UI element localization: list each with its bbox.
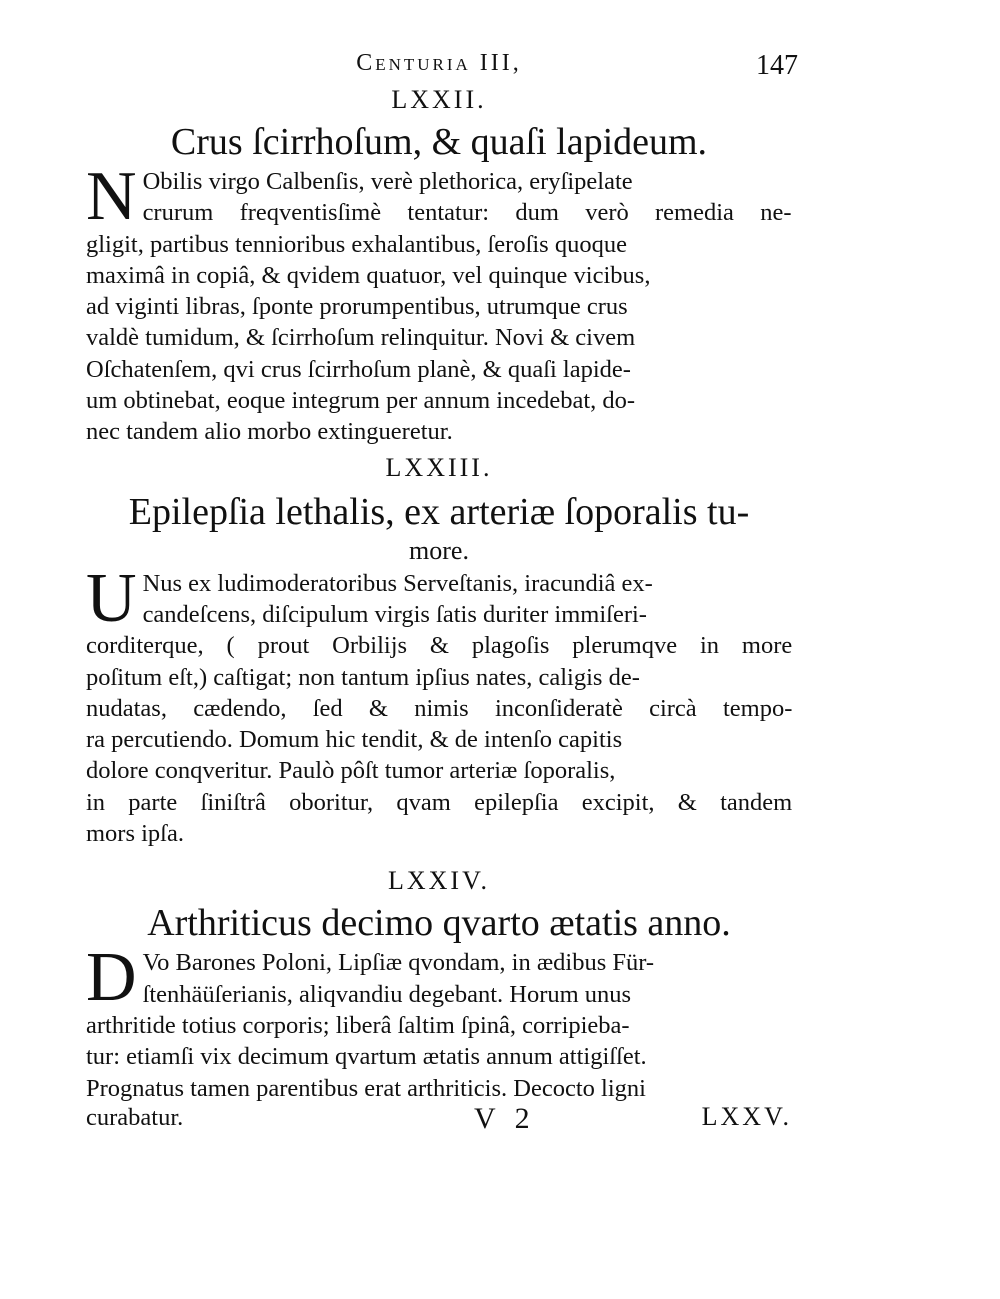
section-title: Epilepſia lethalis, ex arteriæ ſoporalis tu- bbox=[128, 490, 750, 533]
section-title: Arthriticus decimo qvarto ætatis anno. bbox=[147, 902, 731, 945]
text-line: corditerque, ( prout Orbilijs & plagoſis plerumqve in more bbox=[86, 632, 793, 660]
text-line: crurum freqventisſimè tentatur: dum verò remedia ne- bbox=[142, 199, 792, 227]
page-number: 147 bbox=[756, 50, 798, 81]
text-line: nudatas, cædendo, ſed & nimis inconſideratè circà tempo- bbox=[86, 694, 793, 722]
page-footer bbox=[86, 1101, 792, 1138]
text-line: valdè tumidum, & ſcirrhoſum relinquitur. Novi & civem bbox=[86, 324, 636, 352]
text-line: ad viginti libras, ſponte prorumpentibus, utrumque crus bbox=[86, 293, 628, 321]
drop-cap: N bbox=[86, 158, 137, 235]
text-line: candeſcens, diſcipulum virgis ſatis duriter immiſeri- bbox=[142, 600, 647, 628]
drop-cap: D bbox=[86, 939, 137, 1017]
text-line: poſitum eſt,) caſtigat; non tantum ipſius nates, caligis de- bbox=[86, 663, 640, 691]
catchword: LXXV. bbox=[701, 1101, 792, 1131]
book-page bbox=[86, 44, 798, 1204]
text-line: dolore conqveritur. Paulò pôſt tumor arteriæ ſoporalis, bbox=[86, 757, 616, 785]
text-line: Prognatus tamen parentibus erat arthriticis. Decocto ligni bbox=[86, 1074, 646, 1102]
text-line: maximâ in copiâ, & qvidem quatuor, vel quinque vicibus, bbox=[86, 261, 651, 289]
text-line: arthritide totius corporis; liberâ ſaltim ſpinâ, corripieba- bbox=[86, 1011, 630, 1039]
section-number: LXXIV. bbox=[387, 866, 491, 896]
text-line: ra percutiendo. Domum hic tendit, & de intenſo capitis bbox=[86, 726, 623, 754]
section-title: Crus ſcirrhoſum, & quaſi lapideum. bbox=[170, 121, 708, 163]
final-line-word: curabatur. bbox=[86, 1103, 184, 1131]
section-lxxiv bbox=[86, 865, 792, 1103]
section-text bbox=[86, 939, 792, 1103]
text-line: mors ipſa. bbox=[86, 820, 184, 848]
text-line: in parte ſiniſtrâ oboritur, qvam epilepſia excipit, & tandem bbox=[86, 788, 793, 816]
section-number: LXXII. bbox=[391, 85, 487, 114]
section-title-continuation: more. bbox=[409, 535, 469, 565]
text-line: tur: etiamſi vix decimum qvartum ætatis annum attigiſſet. bbox=[86, 1043, 647, 1071]
running-title: Centuria III, bbox=[356, 50, 522, 76]
text-line: Vo Barones Poloni, Lipſiæ qvondam, in ædibus Für- bbox=[142, 949, 655, 977]
text-line: ſtenhäüſerianis, aliqvandiu degebant. Horum unus bbox=[142, 980, 632, 1008]
text-line: nec tandem alio morbo extingueretur. bbox=[86, 418, 453, 446]
drop-cap: U bbox=[86, 559, 137, 637]
text-line: gligit, partibus tennioribus exhalantibus, ſeroſis quoque bbox=[86, 230, 627, 258]
signature-mark: V 2 bbox=[474, 1101, 536, 1135]
text-line: Obilis virgo Calbenſis, verè plethorica, eryſipelate bbox=[142, 168, 633, 195]
section-lxxiii bbox=[86, 452, 792, 850]
section-number: LXXIII. bbox=[385, 452, 493, 482]
running-head bbox=[86, 44, 798, 84]
section-lxxii bbox=[86, 84, 792, 448]
text-line: Nus ex ludimoderatoribus Serveſtanis, iracundiâ ex- bbox=[142, 569, 653, 597]
text-line: Oſchatenſem, qvi crus ſcirrhoſum planè, & quaſi lapide- bbox=[86, 355, 631, 383]
section-text bbox=[86, 559, 793, 850]
text-line: um obtinebat, eoque integrum per annum incedebat, do- bbox=[86, 387, 636, 415]
section-text bbox=[86, 158, 792, 448]
